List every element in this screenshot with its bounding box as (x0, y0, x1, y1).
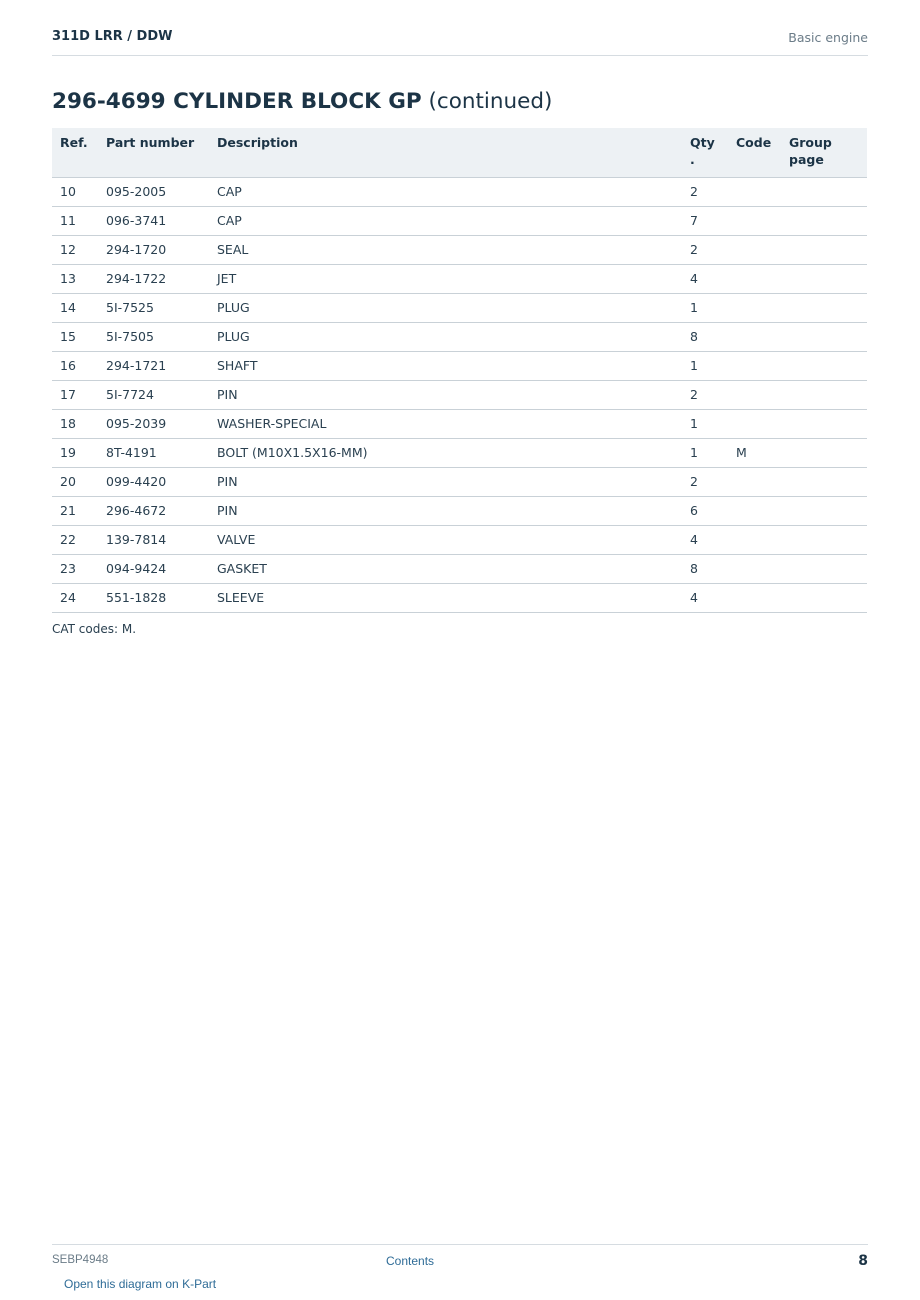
cell-description: CAP (217, 206, 690, 235)
cell-part-number: 8T-4191 (106, 438, 217, 467)
table-row (52, 438, 867, 467)
cell-part-number: 294-1721 (106, 351, 217, 380)
cell-description: BOLT (M10X1.5X16-MM) (217, 438, 690, 467)
cell-part-number: 095-2005 (106, 177, 217, 206)
cell-description: VALVE (217, 525, 690, 554)
cell-ref: 19 (52, 438, 106, 467)
cell-description: PIN (217, 467, 690, 496)
cell-ref: 10 (52, 177, 106, 206)
cell-qty: 4 (690, 264, 736, 293)
cell-qty: 2 (690, 467, 736, 496)
cell-description: PIN (217, 380, 690, 409)
cell-qty: 6 (690, 496, 736, 525)
cell-code: M (736, 438, 789, 467)
cell-qty: 1 (690, 438, 736, 467)
cell-description: CAP (217, 177, 690, 206)
cell-group-page (789, 351, 867, 380)
cell-code (736, 496, 789, 525)
table-row (52, 554, 867, 583)
table-row (52, 351, 867, 380)
table-row (52, 525, 867, 554)
cell-code (736, 235, 789, 264)
cell-ref: 21 (52, 496, 106, 525)
cell-code (736, 264, 789, 293)
cell-code (736, 351, 789, 380)
contents-link[interactable]: Contents (386, 1254, 435, 1268)
table-row (52, 409, 867, 438)
cell-part-number: 094-9424 (106, 554, 217, 583)
column-header-ref: Ref. (52, 128, 106, 177)
cell-description: PLUG (217, 322, 690, 351)
cell-ref: 17 (52, 380, 106, 409)
cell-group-page (789, 409, 867, 438)
cell-code (736, 467, 789, 496)
cell-part-number: 294-1722 (106, 264, 217, 293)
cell-description: SEAL (217, 235, 690, 264)
cell-part-number: 5I-7505 (106, 322, 217, 351)
cell-ref: 18 (52, 409, 106, 438)
cell-description: SHAFT (217, 351, 690, 380)
table-row (52, 322, 867, 351)
cell-description: GASKET (217, 554, 690, 583)
cell-qty: 8 (690, 554, 736, 583)
cell-qty: 7 (690, 206, 736, 235)
table-row (52, 496, 867, 525)
cell-group-page (789, 496, 867, 525)
column-header-description: Description (217, 128, 690, 177)
cell-group-page (789, 177, 867, 206)
cell-part-number: 139-7814 (106, 525, 217, 554)
cell-ref: 13 (52, 264, 106, 293)
cell-ref: 23 (52, 554, 106, 583)
table-row (52, 235, 867, 264)
cell-group-page (789, 206, 867, 235)
table-row (52, 380, 867, 409)
cell-group-page (789, 554, 867, 583)
cell-part-number: 296-4672 (106, 496, 217, 525)
cell-ref: 11 (52, 206, 106, 235)
title-main: 296-4699 CYLINDER BLOCK GP (52, 89, 422, 114)
cell-part-number: 551-1828 (106, 583, 217, 612)
cell-ref: 12 (52, 235, 106, 264)
model-label: 311D LRR / DDW (52, 29, 173, 44)
cell-ref: 24 (52, 583, 106, 612)
cell-description: WASHER-SPECIAL (217, 409, 690, 438)
cell-ref: 15 (52, 322, 106, 351)
cell-code (736, 206, 789, 235)
parts-table-body (52, 177, 867, 612)
cell-description: JET (217, 264, 690, 293)
parts-table (52, 128, 867, 613)
cell-ref: 20 (52, 467, 106, 496)
table-row (52, 206, 867, 235)
cell-description: PLUG (217, 293, 690, 322)
table-row (52, 177, 867, 206)
cell-group-page (789, 438, 867, 467)
cell-group-page (789, 525, 867, 554)
cell-qty: 1 (690, 409, 736, 438)
table-row (52, 264, 867, 293)
table-row (52, 293, 867, 322)
cell-qty: 2 (690, 235, 736, 264)
cell-code (736, 525, 789, 554)
cell-code (736, 583, 789, 612)
cell-qty: 8 (690, 322, 736, 351)
column-header-group-page: Group page (789, 128, 867, 177)
cell-code (736, 380, 789, 409)
open-diagram-link[interactable]: Open this diagram on K-Part (64, 1277, 217, 1291)
cell-part-number: 095-2039 (106, 409, 217, 438)
page-title (52, 89, 552, 114)
page-header (52, 28, 868, 56)
table-row (52, 467, 867, 496)
column-header-code: Code (736, 128, 789, 177)
cell-description: PIN (217, 496, 690, 525)
table-header-row (52, 128, 867, 177)
cell-group-page (789, 293, 867, 322)
cell-group-page (789, 467, 867, 496)
cell-ref: 16 (52, 351, 106, 380)
page-footer (52, 1244, 868, 1291)
cell-qty: 2 (690, 177, 736, 206)
cell-ref: 22 (52, 525, 106, 554)
cell-part-number: 5I-7525 (106, 293, 217, 322)
cell-group-page (789, 235, 867, 264)
cell-qty: 1 (690, 351, 736, 380)
cell-group-page (789, 380, 867, 409)
cell-qty: 4 (690, 525, 736, 554)
cell-code (736, 322, 789, 351)
cell-group-page (789, 322, 867, 351)
cell-part-number: 294-1720 (106, 235, 217, 264)
cell-ref: 14 (52, 293, 106, 322)
table-row (52, 583, 867, 612)
column-header-part-number: Part number (106, 128, 217, 177)
cell-qty: 1 (690, 293, 736, 322)
cell-part-number: 096-3741 (106, 206, 217, 235)
cell-qty: 2 (690, 380, 736, 409)
cell-code (736, 177, 789, 206)
cell-code (736, 409, 789, 438)
title-suffix: (continued) (421, 89, 553, 114)
page-number: 8 (858, 1253, 868, 1269)
cell-description: SLEEVE (217, 583, 690, 612)
cell-group-page (789, 264, 867, 293)
document-id: SEBP4948 (52, 1254, 109, 1266)
cell-group-page (789, 583, 867, 612)
cell-part-number: 5I-7724 (106, 380, 217, 409)
cell-code (736, 554, 789, 583)
cell-part-number: 099-4420 (106, 467, 217, 496)
cell-qty: 4 (690, 583, 736, 612)
cat-codes-note: CAT codes: M. (52, 622, 137, 636)
section-label: Basic engine (788, 30, 868, 45)
column-header-qty: Qty . (690, 128, 736, 177)
cell-code (736, 293, 789, 322)
